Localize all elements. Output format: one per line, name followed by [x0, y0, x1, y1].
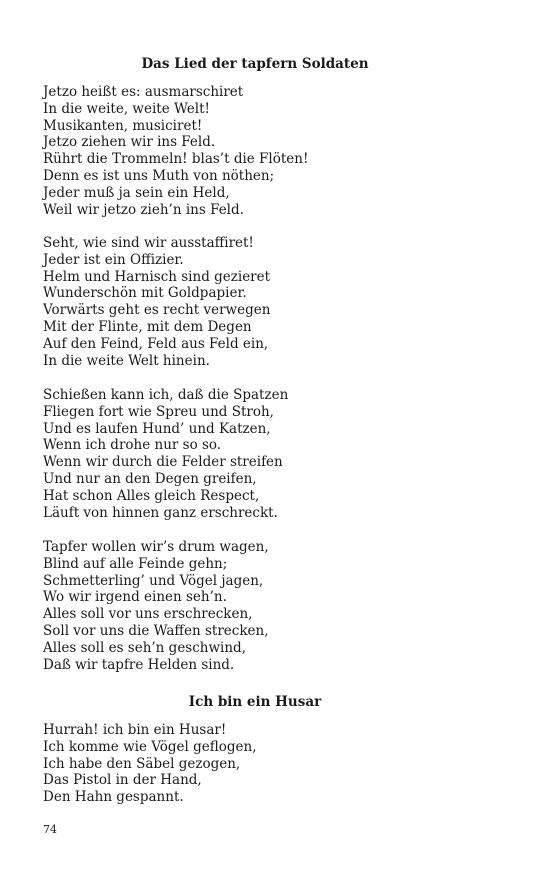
page-number: 74 [43, 823, 57, 836]
verse-line: Mit der Flinte, mit dem Degen [43, 318, 252, 335]
verse-line: Den Hahn gespannt. [43, 789, 184, 806]
stanza [43, 84, 308, 218]
verse-line: Schießen kann ich, daß die Spatzen [43, 387, 289, 403]
stanza [43, 235, 270, 369]
verse-line: Das Pistol in der Hand, [43, 772, 202, 789]
verse-line: Wo wir irgend einen seh’n. [43, 589, 227, 606]
verse-line: Fliegen fort wie Spreu und Stroh, [43, 403, 274, 420]
verse-line: Jetzo ziehen wir ins Feld. [43, 134, 216, 151]
verse-line: Hurrah! ich bin ein Husar! [43, 722, 227, 738]
verse-line: Läuft von hinnen ganz erschreckt. [43, 504, 278, 521]
verse-line: Wunderschön mit Goldpapier. [43, 285, 247, 302]
verse-line: Soll vor uns die Waffen strecken, [43, 622, 269, 639]
verse-line: Helm und Harnisch sind gezieret [43, 268, 271, 285]
verse-line: Wenn wir durch die Felder streifen [43, 454, 283, 471]
verse-line: Alles soll es seh’n geschwind, [43, 639, 246, 656]
verse-line: In die weite Welt hinein. [43, 352, 210, 369]
verse-line: Seht, wie sind wir ausstaffiret! [43, 235, 254, 251]
verse-line: Tapfer wollen wir’s drum wagen, [43, 539, 269, 555]
poem-title: Das Lied der tapfern Soldaten [141, 56, 369, 72]
verse-line: Daß wir tapfre Helden sind. [43, 656, 235, 673]
verse-line: Auf den Feind, Feld aus Feld ein, [43, 335, 269, 352]
verse-line: Jetzo heißt es: ausmarschiret [43, 84, 244, 100]
stanza [43, 722, 256, 806]
verse-line: Hat schon Alles gleich Respect, [43, 487, 260, 504]
verse-line: Rührt die Trommeln! blas’t die Flöten! [43, 151, 309, 168]
stanza [43, 387, 288, 521]
verse-line: Musikanten, musiciret! [43, 117, 203, 134]
verse-line: Blind auf alle Feinde gehn; [43, 555, 228, 572]
verse-line: Alles soll vor uns erschrecken, [43, 606, 253, 623]
stanza [43, 539, 269, 673]
poem-title: Ich bin ein Husar [188, 694, 322, 710]
verse-line: Jeder muß ja sein ein Held, [43, 184, 230, 201]
verse-line: Wenn ich drohe nur so so. [43, 437, 222, 454]
verse-line: Ich komme wie Vögel geflogen, [43, 738, 257, 755]
verse-line: Vorwärts geht es recht verwegen [43, 302, 271, 319]
verse-line: Und es laufen Hund’ und Katzen, [43, 420, 271, 437]
verse-line: Denn es ist uns Muth von nöthen; [43, 167, 275, 184]
verse-line: In die weite, weite Welt! [43, 100, 210, 117]
verse-line: Schmetterling’ und Vögel jagen, [43, 572, 264, 589]
verse-line: Und nur an den Degen greifen, [43, 470, 257, 487]
verse-line: Ich habe den Säbel gezogen, [43, 755, 241, 772]
verse-line: Jeder ist ein Offizier. [43, 251, 184, 268]
verse-line: Weil wir jetzo zieh’n ins Feld. [43, 201, 244, 218]
